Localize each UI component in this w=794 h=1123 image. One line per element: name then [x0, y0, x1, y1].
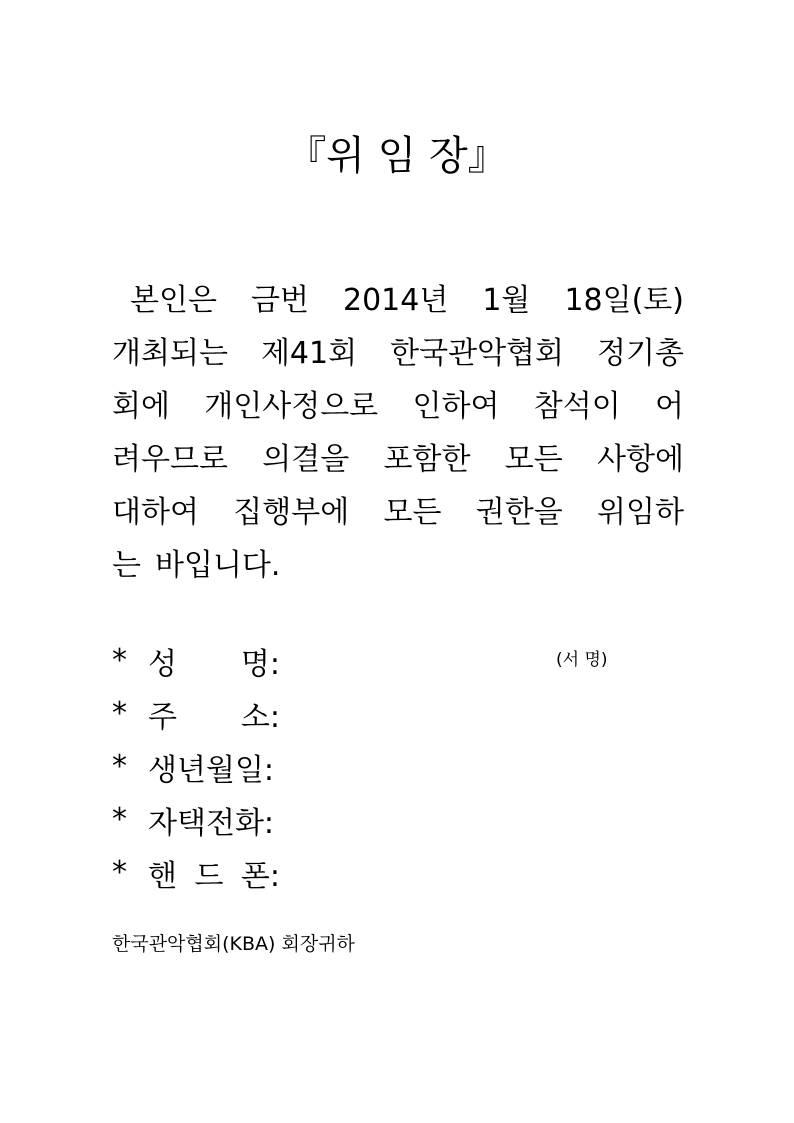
mobile-label-part: 드: [194, 858, 224, 894]
addressee-line: 한국관악협회(KBA) 회장귀하: [112, 933, 355, 955]
bullet-asterisk: *: [112, 696, 127, 731]
name-label-part: 성: [148, 646, 177, 682]
statement-word: 제41회: [260, 336, 358, 371]
address-field[interactable]: [112, 687, 712, 740]
statement-word: 려우므로: [112, 442, 228, 477]
delegation-statement: [112, 274, 684, 592]
statement-word: 어: [655, 389, 684, 424]
statement-line-5: [112, 486, 684, 539]
statement-word: 참석이: [533, 389, 621, 424]
document-title: 『위 임 장』: [286, 133, 508, 179]
statement-word: 금번: [250, 283, 309, 318]
statement-word: 의결을: [262, 442, 350, 477]
statement-line-2: [112, 327, 684, 380]
home-phone-field[interactable]: [112, 793, 712, 846]
signature-note: (서 명): [556, 650, 608, 670]
address-label: [148, 692, 280, 736]
statement-line-3: [112, 380, 684, 433]
statement-word: 사항에: [597, 442, 684, 477]
statement-word: 1월: [482, 283, 531, 318]
bullet-asterisk: *: [112, 749, 127, 784]
birthdate-label: 생년월일:: [148, 752, 275, 788]
statement-word: 모든: [504, 442, 563, 477]
mobile-phone-label: [148, 851, 280, 895]
statement-word: 모든: [383, 495, 442, 530]
statement-word: 본인은: [130, 283, 217, 318]
statement-word: 인하여: [412, 389, 500, 424]
address-label-part: 소:: [240, 699, 280, 735]
mobile-phone-field[interactable]: [112, 846, 712, 899]
mobile-label-part: 폰:: [240, 858, 280, 894]
statement-line-1: [112, 274, 684, 327]
signer-info-fields: [112, 634, 712, 899]
statement-word: 정기총: [597, 336, 684, 371]
name-label-part: 명:: [240, 646, 280, 682]
statement-word: 한국관악협회: [390, 336, 565, 371]
statement-word: 대하여: [112, 495, 199, 530]
statement-line-6: [112, 539, 684, 592]
statement-word: 회에: [112, 389, 170, 424]
statement-word: 개최되는: [112, 336, 228, 371]
statement-word: 바입니다.: [154, 548, 281, 583]
statement-line-4: [112, 433, 684, 486]
statement-word: 는: [112, 548, 141, 583]
statement-word: 위임하: [597, 495, 684, 530]
statement-word: 포함한: [383, 442, 471, 477]
name-label: [148, 639, 280, 683]
bullet-asterisk: *: [112, 643, 127, 678]
statement-word: 집행부에: [233, 495, 350, 530]
address-label-part: 주: [148, 699, 177, 735]
mobile-label-part: 핸: [148, 858, 177, 894]
birthdate-field[interactable]: [112, 740, 712, 793]
statement-word: 2014년: [342, 283, 449, 318]
statement-word: 개인사정으로: [204, 389, 379, 424]
statement-word: 권한을: [475, 495, 563, 530]
statement-word: 18일(토): [564, 283, 684, 318]
home-phone-label: 자택전화:: [148, 805, 275, 841]
bullet-asterisk: *: [112, 855, 127, 890]
bullet-asterisk: *: [112, 802, 127, 837]
name-field[interactable]: [112, 634, 712, 687]
